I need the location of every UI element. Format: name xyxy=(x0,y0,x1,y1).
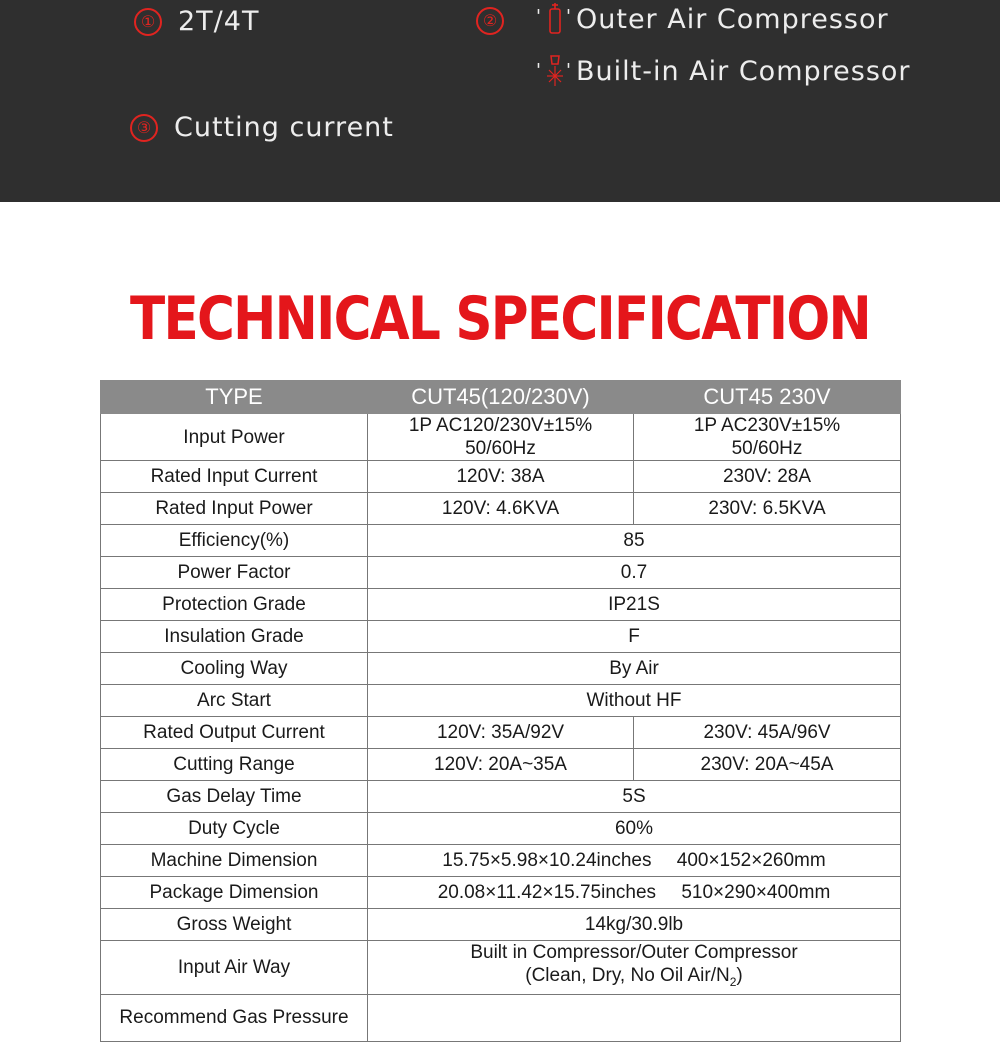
cell-model-a: 120V: 35A/92V xyxy=(368,717,634,749)
cell-model-b: 230V: 6.5KVA xyxy=(634,493,901,525)
svg-text:': ' xyxy=(536,60,542,81)
cell-line: 50/60Hz xyxy=(731,438,803,459)
row-label: Rated Output Current xyxy=(101,717,368,749)
table-row xyxy=(101,525,901,557)
plasma-spark-icon xyxy=(536,52,574,90)
row-label: Recommend Gas Pressure xyxy=(101,994,368,1041)
table-row xyxy=(101,493,901,525)
row-label: Rated Input Current xyxy=(101,461,368,493)
cell-model-b xyxy=(634,414,901,461)
row-label: Insulation Grade xyxy=(101,621,368,653)
table-row xyxy=(101,781,901,813)
dimension-inches: 20.08×11.42×15.75inches xyxy=(437,882,657,903)
cell-model-b: 230V: 28A xyxy=(634,461,901,493)
row-label: Arc Start xyxy=(101,685,368,717)
cell-shared: 14kg/30.9lb xyxy=(368,909,901,941)
air-way-text: (Clean, Dry, No Oil Air/N xyxy=(525,965,730,986)
row-label: Rated Input Power xyxy=(101,493,368,525)
cell-model-a: 120V: 20A~35A xyxy=(368,749,634,781)
cell-shared: By Air xyxy=(368,653,901,685)
header-type: TYPE xyxy=(101,381,368,414)
spec-title: TECHNICAL SPECIFICATION xyxy=(130,284,870,354)
cell-shared xyxy=(368,845,901,877)
feature-label-outer-compressor: Outer Air Compressor xyxy=(576,3,889,35)
gas-cylinder-icon xyxy=(536,0,574,38)
cell-line: 50/60Hz xyxy=(465,438,536,459)
table-row xyxy=(101,621,901,653)
table-row xyxy=(101,845,901,877)
cell-model-a xyxy=(368,414,634,461)
header-model-b: CUT45 230V xyxy=(634,381,901,414)
table-row xyxy=(101,414,901,461)
dimension-inches: 15.75×5.98×10.24inches xyxy=(442,850,652,871)
cell-model-a: 120V: 4.6KVA xyxy=(368,493,634,525)
table-row xyxy=(101,589,901,621)
dimension-mm: 400×152×260mm xyxy=(676,850,826,871)
cell-shared: F xyxy=(368,621,901,653)
number-badge-1: ① xyxy=(134,8,162,36)
feature-label-builtin-compressor: Built-in Air Compressor xyxy=(576,55,911,87)
row-label: Power Factor xyxy=(101,557,368,589)
cell-shared: 60% xyxy=(368,813,901,845)
cell-line xyxy=(372,964,896,994)
feature-option-outer-compressor xyxy=(536,0,889,38)
header-model-a: CUT45(120/230V) xyxy=(368,381,634,414)
number-badge-2: ② xyxy=(476,7,504,35)
cell-shared xyxy=(368,941,901,995)
cell-model-b: 230V: 20A~45A xyxy=(634,749,901,781)
svg-text:': ' xyxy=(566,60,572,81)
svg-text:': ' xyxy=(566,6,572,27)
table-row xyxy=(101,461,901,493)
row-label: Duty Cycle xyxy=(101,813,368,845)
row-label: Package Dimension xyxy=(101,877,368,909)
cell-shared: 5S xyxy=(368,781,901,813)
cell-shared: 0.7 xyxy=(368,557,901,589)
table-row xyxy=(101,717,901,749)
feature-item-2 xyxy=(476,7,520,35)
svg-text:': ' xyxy=(536,6,542,27)
cell-shared: IP21S xyxy=(368,589,901,621)
table-row xyxy=(101,653,901,685)
table-row xyxy=(101,941,901,995)
feature-label-cutting-current: Cutting current xyxy=(174,112,394,143)
row-label: Cooling Way xyxy=(101,653,368,685)
cell-line: 1P AC230V±15% xyxy=(693,415,841,436)
feature-label-2t4t: 2T/4T xyxy=(178,6,260,37)
cell-shared xyxy=(368,994,901,1041)
table-row xyxy=(101,685,901,717)
row-label: Input Air Way xyxy=(101,941,368,995)
feature-option-builtin-compressor xyxy=(536,52,911,90)
cell-shared: Without HF xyxy=(368,685,901,717)
cell-line: Built in Compressor/Outer Compressor xyxy=(470,942,798,963)
table-row xyxy=(101,877,901,909)
air-way-close: ) xyxy=(736,965,743,986)
row-label: Cutting Range xyxy=(101,749,368,781)
row-label: Gross Weight xyxy=(101,909,368,941)
number-badge-3: ③ xyxy=(130,114,158,142)
cell-model-a: 120V: 38A xyxy=(368,461,634,493)
cell-shared: 85 xyxy=(368,525,901,557)
table-row xyxy=(101,813,901,845)
row-label: Input Power xyxy=(101,414,368,461)
table-row xyxy=(101,909,901,941)
spec-table xyxy=(100,380,901,1042)
dimension-mm: 510×290×400mm xyxy=(681,882,831,903)
row-label: Efficiency(%) xyxy=(101,525,368,557)
row-label: Machine Dimension xyxy=(101,845,368,877)
subscript-2: 2 xyxy=(729,974,737,989)
cell-model-b: 230V: 45A/96V xyxy=(634,717,901,749)
cell-shared xyxy=(368,877,901,909)
row-label: Protection Grade xyxy=(101,589,368,621)
cell-line: 1P AC120/230V±15% xyxy=(408,415,593,436)
table-header-row xyxy=(101,381,901,414)
table-row xyxy=(101,749,901,781)
feature-item-3 xyxy=(130,112,394,143)
feature-item-1 xyxy=(134,6,259,37)
row-label: Gas Delay Time xyxy=(101,781,368,813)
table-row xyxy=(101,557,901,589)
feature-panel xyxy=(0,0,1000,202)
table-row xyxy=(101,994,901,1041)
